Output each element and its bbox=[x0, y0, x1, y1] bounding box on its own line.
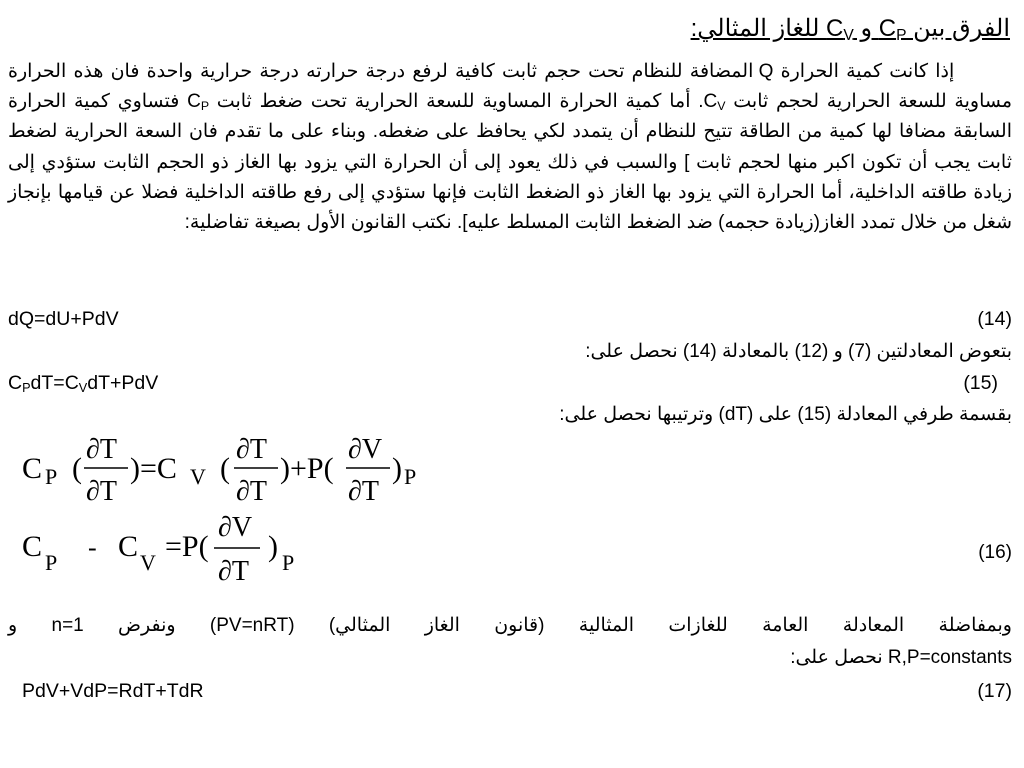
body-paragraph: إذا كانت كمية الحرارة Q المضافة للنظام تحت حجم ثابت كافية لرفع درجة حرارته درجة حرارية واحدة فان هذه الحرارة مساوية للسعة الحرارية لحجم ثابت $C_V$. أما كمية الحرارة المساوية للسعة الحرارية تحت ضغط ثابت $C_P$ فتساوي كمية الحرارة السابقة مضافا لها كمية من الطاقة تتيح للنظام أن يتمدد لكي يحافظ على ضغطه. وبناء على ما تقدم فان السعة الحرارية لضغط ثابت يجب أن تكون اكبر منها لحجم ثابت ] والسبب في ذلك يعود إلى أن الحرارة التي يزود بها الغاز ذو الحجم الثابت ستؤدي إلى زيادة طاقته الداخلية، أما الحرارة التي يزود بها الغاز ذو الضغط الثابت فإنها ستؤدي إلى رفع طاقته الداخلية فضلا عن قيامها بإنجاز شغل من خلال تمدد الغاز(زيادة حجمه) ضد الضغط الثابت المسلط عليه]. نكتب القانون الأول بصيغة تفاضلية: bbox=[8, 61, 1012, 234]
svg-text:): ) bbox=[392, 452, 402, 485]
equation-14 bbox=[8, 304, 1012, 334]
svg-text:=P(: =P( bbox=[165, 530, 209, 563]
page-title: الفرق بين $C_P$ و $C_V$ للغاز المثالي: bbox=[690, 15, 1010, 44]
svg-text:C: C bbox=[22, 452, 43, 485]
svg-text:∂V: ∂V bbox=[218, 512, 253, 543]
constants-text: R,P=constants نحصل على: bbox=[790, 647, 1012, 668]
formula-16 bbox=[0, 508, 320, 590]
equation-number: (14) bbox=[977, 308, 1012, 330]
svg-text:V: V bbox=[140, 550, 156, 575]
svg-text:∂T: ∂T bbox=[236, 476, 267, 507]
svg-text:∂V: ∂V bbox=[348, 434, 383, 465]
equation-17 bbox=[8, 676, 1012, 706]
svg-text:(: ( bbox=[220, 452, 230, 485]
equation-text: dQ=dU+PdV bbox=[8, 308, 119, 330]
svg-text:)=C: )=C bbox=[130, 452, 177, 485]
svg-text:P: P bbox=[404, 464, 417, 489]
equation-text: $C_PdT=C_VdT+PdV$ bbox=[8, 372, 159, 396]
svg-text:)+P(: )+P( bbox=[280, 452, 334, 485]
svg-text:∂T: ∂T bbox=[236, 434, 267, 465]
svg-text:C: C bbox=[22, 530, 43, 563]
svg-text:V: V bbox=[190, 464, 206, 489]
svg-text:∂T: ∂T bbox=[86, 434, 117, 465]
equation-number: (15) bbox=[963, 372, 998, 394]
differentiation-text: وبمفاضلة المعادلة العامة للغازات المثالية (قانون الغاز المثالي) (PV=nRT) ونفرض n=1 و bbox=[8, 615, 1012, 636]
svg-text:(: ( bbox=[72, 452, 82, 485]
svg-text:P: P bbox=[45, 464, 58, 489]
svg-text:P: P bbox=[45, 550, 58, 575]
svg-text:∂T: ∂T bbox=[86, 476, 117, 507]
formula-heat-capacity-derivatives bbox=[0, 428, 460, 508]
svg-text:∂T: ∂T bbox=[218, 556, 249, 587]
svg-text:-: - bbox=[88, 533, 97, 562]
equation-text: PdV+VdP=RdT+TdR bbox=[22, 680, 204, 702]
equation-number: (17) bbox=[977, 680, 1012, 702]
svg-text:∂T: ∂T bbox=[348, 476, 379, 507]
equation-16-number: (16) bbox=[978, 542, 1012, 563]
svg-text:C: C bbox=[118, 530, 139, 563]
svg-text:): ) bbox=[268, 530, 278, 563]
division-text: بقسمة طرفي المعادلة (15) على (dT) وترتيبها نحصل على: bbox=[559, 404, 1012, 425]
equation-15 bbox=[8, 368, 1012, 398]
svg-text:P: P bbox=[282, 550, 295, 575]
substitution-text: بتعوض المعادلتين (7) و (12) بالمعادلة (14) نحصل على: bbox=[585, 341, 1012, 362]
